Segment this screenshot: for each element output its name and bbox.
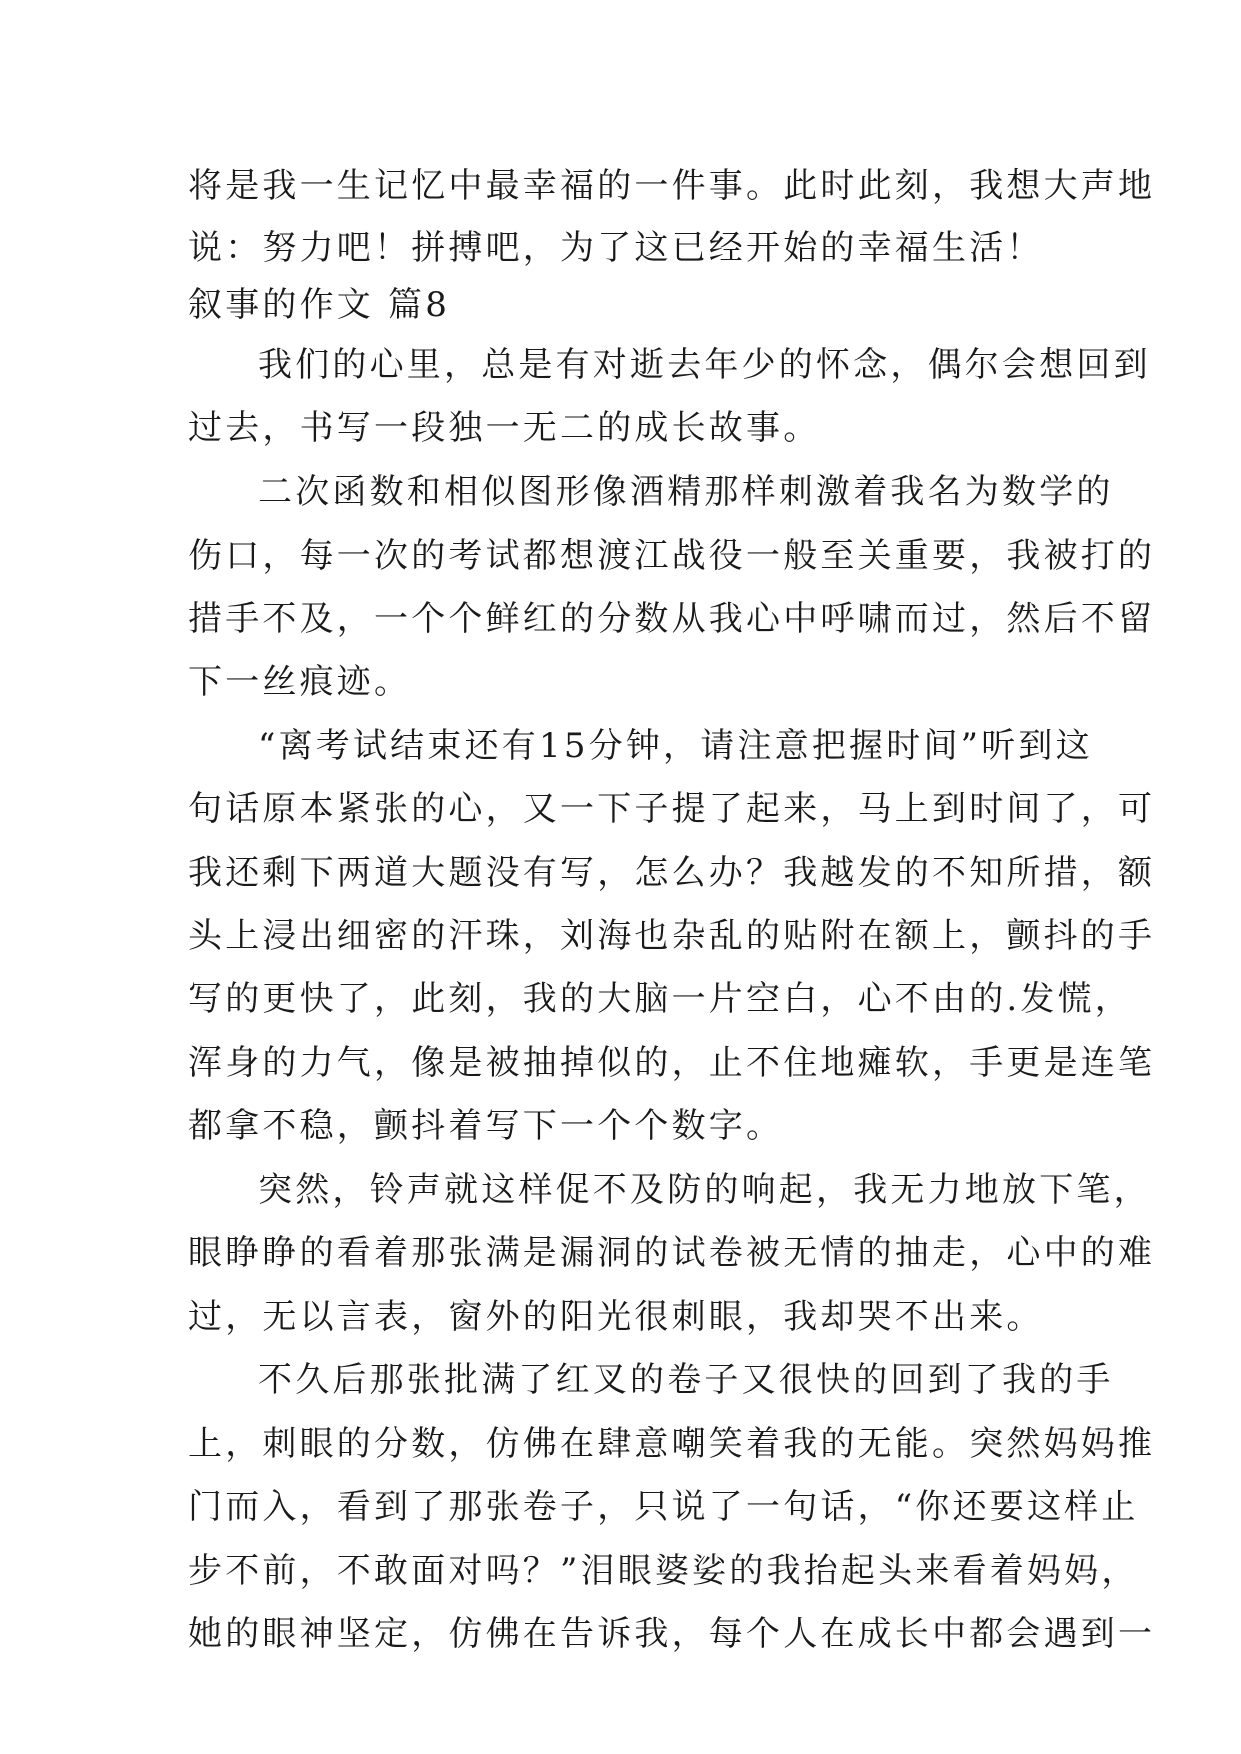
text-line: 步不前，不敢面对吗？”泪眼婆娑的我抬起头来看着妈妈， — [188, 1551, 1139, 1591]
text-line: “离考试结束还有15分钟，请注意把握时间”听到这 — [258, 726, 1093, 766]
text-line: 二次函数和相似图形像酒精那样刺激着我名为数学的 — [258, 472, 1114, 512]
text-line: 将是我一生记忆中最幸福的一件事。此时此刻，我想大声地 — [188, 166, 1156, 206]
text-line: 说：努力吧！拼搏吧，为了这已经开始的幸福生活！ — [188, 228, 1044, 268]
text-line: 伤口，每一次的考试都想渡江战役一般至关重要，我被打的 — [188, 536, 1156, 576]
text-line: 都拿不稳，颤抖着写下一个个数字。 — [188, 1106, 784, 1146]
text-line: 不久后那张批满了红叉的卷子又很快的回到了我的手 — [258, 1360, 1114, 1400]
text-line: 头上浸出细密的汗珠，刘海也杂乱的贴附在额上，颤抖的手 — [188, 916, 1156, 956]
text-line: 门而入，看到了那张卷子，只说了一句话，“你还要这样止 — [188, 1487, 1139, 1527]
text-line: 过，无以言表，窗外的阳光很刺眼，我却哭不出来。 — [188, 1297, 1044, 1337]
text-line: 突然，铃声就这样促不及防的响起，我无力地放下笔， — [258, 1170, 1151, 1210]
text-line: 她的眼神坚定，仿佛在告诉我，每个人在成长中都会遇到一 — [188, 1614, 1156, 1654]
section-heading: 叙事的作文 篇8 — [188, 285, 451, 325]
text-line: 下一丝痕迹。 — [188, 662, 412, 702]
text-line: 眼睁睁的看着那张满是漏洞的试卷被无情的抽走，心中的难 — [188, 1233, 1156, 1273]
text-line: 措手不及，一个个鲜红的分数从我心中呼啸而过，然后不留 — [188, 599, 1156, 639]
text-line: 过去，书写一段独一无二的成长故事。 — [188, 408, 821, 448]
text-line: 浑身的力气，像是被抽掉似的，止不住地瘫软，手更是连笔 — [188, 1043, 1156, 1083]
text-line: 我还剩下两道大题没有写，怎么办？我越发的不知所措，额 — [188, 853, 1156, 893]
text-line: 我们的心里，总是有对逝去年少的怀念，偶尔会想回到 — [258, 345, 1151, 385]
text-line: 句话原本紧张的心，又一下子提了起来，马上到时间了，可 — [188, 789, 1156, 829]
text-line: 上，刺眼的分数，仿佛在肆意嘲笑着我的无能。突然妈妈推 — [188, 1424, 1156, 1464]
text-line: 写的更快了，此刻，我的大脑一片空白，心不由的.发慌， — [188, 979, 1133, 1019]
